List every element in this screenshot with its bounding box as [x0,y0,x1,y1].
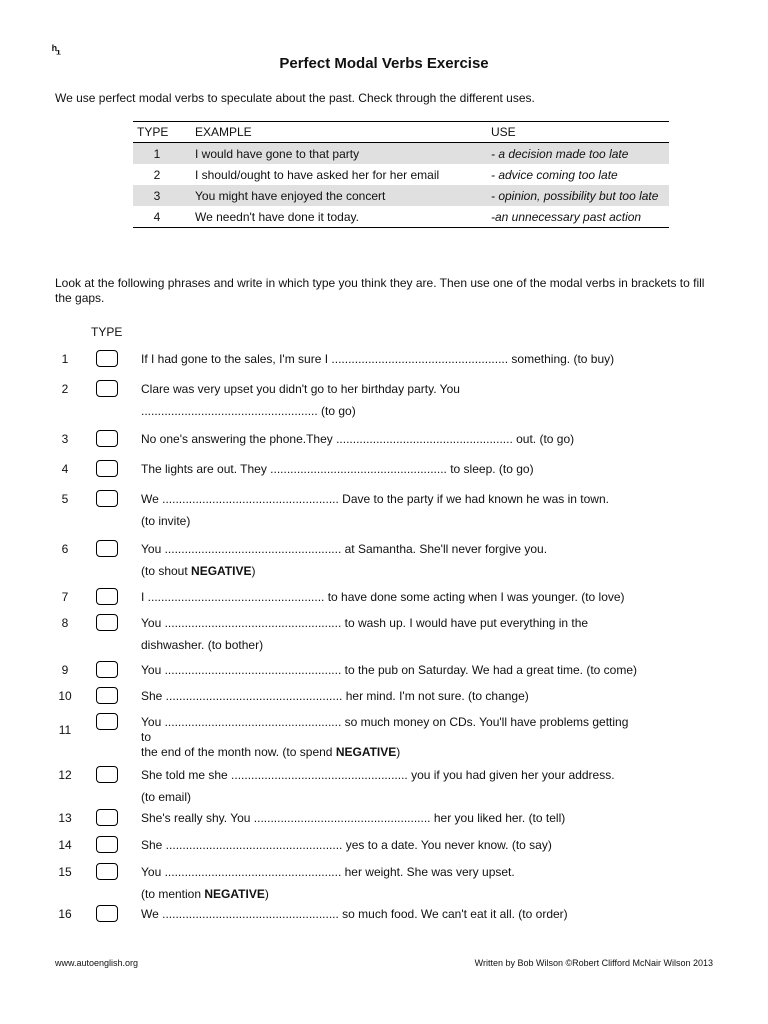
question-text [141,689,701,704]
type-answer-box[interactable] [96,588,118,605]
question-line [141,514,701,529]
question-line [141,638,701,653]
question-line [141,404,701,419]
cell-use: - a decision made too late [487,143,669,165]
cell-example: You might have enjoyed the concert [191,185,487,206]
question-text [141,663,701,678]
question-segment: You ..................................................... to wash up. I would have put everything in the [141,616,589,630]
type-answer-box[interactable] [96,661,118,678]
question-number: 8 [61,616,69,630]
question-number: 14 [58,838,72,852]
question-number: 4 [61,462,69,476]
question-line [141,352,701,367]
cell-use: - opinion, possibility but too late [487,185,669,206]
question-segment: (to mention [141,887,205,901]
question-segment: If I had gone to the sales, I'm sure I ..................................................... something. (to buy) [141,352,615,366]
question-number: 10 [58,689,72,703]
header-use: USE [487,122,669,143]
question-line [141,768,701,783]
question-segment: She told me she ..................................................... you if you had given her your address. [141,768,615,782]
cell-use: - advice coming too late [491,167,618,182]
table-row [133,185,669,206]
question-text [141,432,701,447]
table-row [133,206,669,228]
cell-use: -an unnecessary past action [487,206,669,228]
question-text [141,715,701,760]
cell-type: 2 [153,167,161,182]
question-segment: ..................................................... (to go) [141,404,356,418]
question-line [141,790,701,805]
intro-text: We use perfect modal verbs to speculate about the past. Check through the different uses. [55,91,535,105]
question-text [141,462,701,477]
type-answer-box[interactable] [96,809,118,826]
negative-marker: NEGATIVE [335,745,397,759]
question-line [141,887,701,902]
negative-marker: NEGATIVE [204,887,265,901]
question-number: 11 [58,723,72,737]
question-segment: (to email) [141,790,192,804]
question-text [141,865,701,902]
question-number: 2 [61,382,69,396]
question-line [141,542,701,557]
question-number: 15 [58,865,72,879]
type-answer-box[interactable] [96,490,118,507]
type-column-header: TYPE [91,325,123,339]
question-segment: I ..................................................... to have done some acting when I was younger. (to love) [141,590,625,604]
question-segment: The lights are out. They ..................................................... to sleep. (to go) [141,462,534,476]
type-answer-box[interactable] [96,380,118,397]
type-answer-box[interactable] [96,614,118,631]
table-row [133,143,669,165]
question-line [141,382,701,397]
question-line [141,590,701,605]
question-segment: the end of the month now. (to spend [141,745,336,759]
question-segment: You ..................................................... at Samantha. She'll never forgive you. [141,542,548,556]
question-segment: dishwasher. (to bother) [141,638,264,652]
question-segment: She ..................................................... yes to a date. You never know. (to say) [141,838,552,852]
footer-credit: Written by Bob Wilson ©Robert Clifford McNair Wilson 2013 [474,958,713,968]
table-row [133,164,669,185]
cell-type: 1 [133,143,191,165]
type-answer-box[interactable] [96,863,118,880]
question-number: 12 [58,768,72,782]
question-number: 13 [58,811,72,825]
type-answer-box[interactable] [96,766,118,783]
header-example: EXAMPLE [191,122,487,143]
question-number: 5 [61,492,69,506]
question-segment: (to invite) [141,514,191,528]
cell-type: 3 [133,185,191,206]
question-segment: She's really shy. You ..................................................... her you liked her. (to tell) [141,811,566,825]
type-answer-box[interactable] [96,430,118,447]
table-header-row [133,122,669,143]
question-line [141,616,701,631]
type-answer-box[interactable] [96,713,118,730]
question-number: 6 [61,542,69,556]
type-answer-box[interactable] [96,460,118,477]
question-segment: (to shout [141,564,192,578]
question-text [141,590,701,605]
page-mark: ʰ₁ [52,42,61,57]
type-answer-box[interactable] [96,836,118,853]
instructions-text: Look at the following phrases and write in which type you think they are. Then use one of the modal verbs in brackets to fill the gaps. [55,276,705,305]
question-segment: to [141,730,152,744]
question-line [141,564,701,579]
modal-uses-table [133,121,669,228]
question-text [141,352,701,367]
question-line [141,865,701,880]
question-segment: We ..................................................... Dave to the party if we had known he was in town. [141,492,609,506]
question-line [141,432,701,447]
question-line [141,811,701,826]
question-segment: You ..................................................... to the pub on Saturday. We had a great time. (to come) [141,663,638,677]
question-text [141,492,701,529]
question-segment: No one's answering the phone.They ..................................................... out. (to go) [141,432,575,446]
question-number: 1 [61,352,69,366]
question-segment: ) [251,564,256,578]
type-answer-box[interactable] [96,687,118,704]
question-text [141,382,701,419]
question-segment: ) [396,745,401,759]
question-line [141,462,701,477]
question-text [141,811,701,826]
question-line [141,715,701,730]
negative-marker: NEGATIVE [191,564,252,578]
cell-type: 4 [133,206,191,228]
question-segment: We ..................................................... so much food. We can't eat it all. (to order) [141,907,568,921]
type-answer-box[interactable] [96,350,118,367]
type-answer-box[interactable] [96,540,118,557]
question-segment: She ..................................................... her mind. I'm not sure. (to change) [141,689,529,703]
question-text [141,768,701,805]
footer-website: www.autoenglish.org [55,958,139,968]
question-line [141,745,701,760]
question-text [141,907,701,922]
question-segment: You ..................................................... so much money on CDs. You'll have problems getting [141,715,629,729]
question-number: 9 [61,663,69,677]
question-line [141,838,701,853]
question-segment: ) [264,887,269,901]
question-number: 7 [61,590,69,604]
question-segment: You ..................................................... her weight. She was very upset. [141,865,515,879]
question-text [141,838,701,853]
page-title: Perfect Modal Verbs Exercise [279,55,489,72]
question-text [141,616,701,653]
question-number: 16 [58,907,72,921]
question-line [141,663,701,678]
cell-example: I would have gone to that party [191,143,487,165]
question-number: 3 [61,432,69,446]
question-line [141,492,701,507]
cell-example: I should/ought to have asked her for her email [195,167,440,182]
question-line [141,689,701,704]
question-segment: Clare was very upset you didn't go to her birthday party. You [141,382,460,396]
cell-example: We needn't have done it today. [191,206,487,228]
header-type: TYPE [133,122,191,143]
question-text [141,542,701,579]
question-line [141,907,701,922]
type-answer-box[interactable] [96,905,118,922]
question-line [141,730,701,745]
